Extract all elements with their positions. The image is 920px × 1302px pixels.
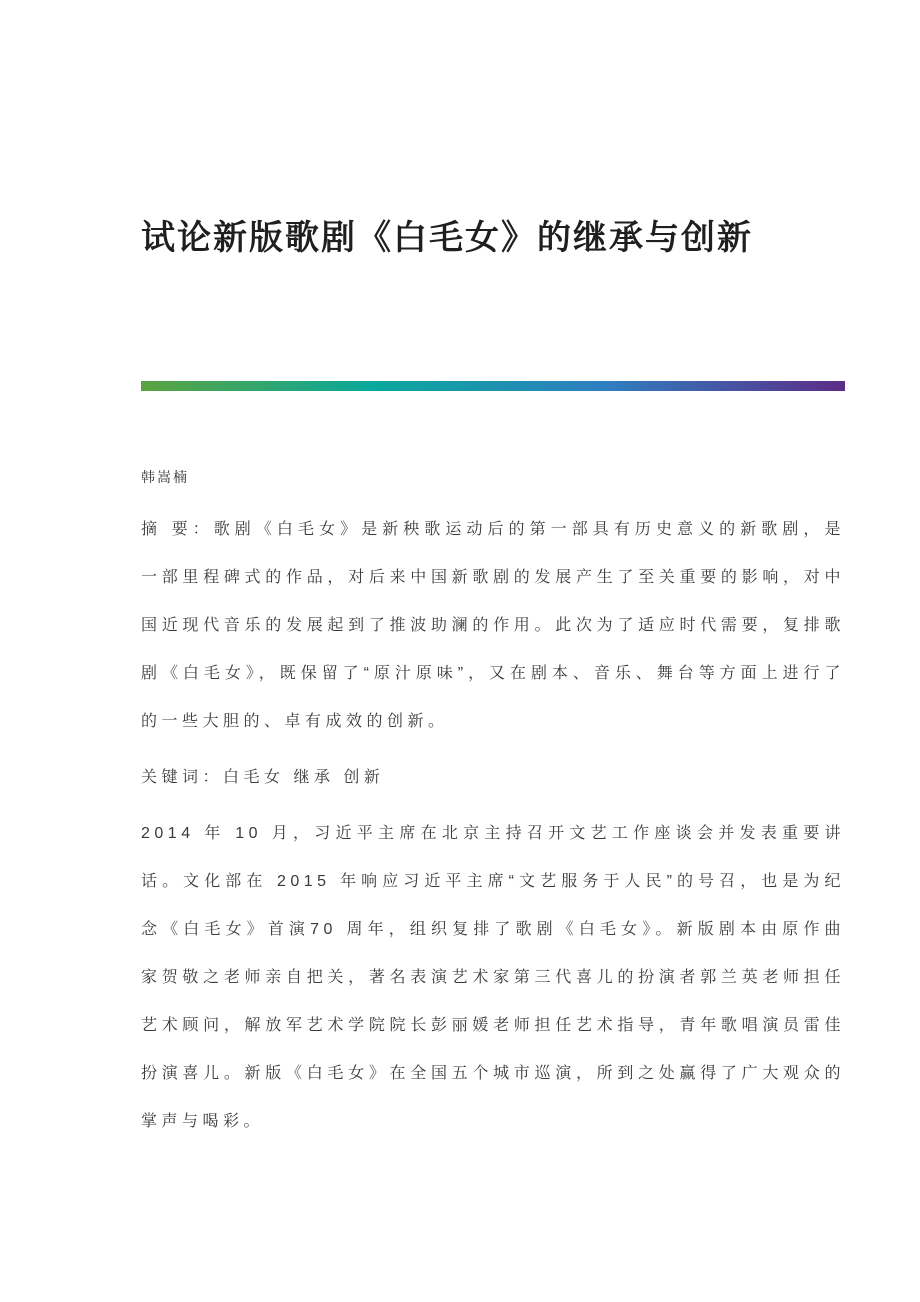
keywords-line: 关键词：白毛女 继承 创新 <box>141 769 385 786</box>
page-title: 试论新版歌剧《白毛女》的继承与创新 <box>141 219 753 257</box>
body-paragraph: 2014 年 10 月，习近平主席在北京主持召开文艺工作座谈会并发表重要讲话。文化部在 2015 年响应习近平主席“文艺服务于人民”的号召，也是为纪念《白毛女》首演70 周年，组织复排了歌剧《白毛女》。新版剧本由原作曲家贺敬之老师亲自把关，著名表演艺术家第三代喜儿的扮演者郭兰英老师担任艺术顾问，解放军艺术学院院长彭丽媛老师担任艺术指导，青年歌唱演员雷佳扮演喜儿。新版《白毛女》在全国五个城市巡演，所到之处赢得了广大观众的掌声与喝彩。 <box>141 825 845 1130</box>
article-body <box>141 506 845 1146</box>
abstract-paragraph: 摘 要：歌剧《白毛女》是新秧歌运动后的第一部具有历史意义的新歌剧，是一部里程碑式的作品，对后来中国新歌剧的发展产生了至关重要的影响，对中国近现代音乐的发展起到了推波助澜的作用。此次为了适应时代需要，复排歌剧《白毛女》，既保留了“原汁原味”，又在剧本、音乐、舞台等方面上进行了的一些大胆的、卓有成效的创新。 <box>141 521 845 730</box>
author-name: 韩嵩楠 <box>141 469 189 485</box>
gradient-divider <box>141 381 845 391</box>
